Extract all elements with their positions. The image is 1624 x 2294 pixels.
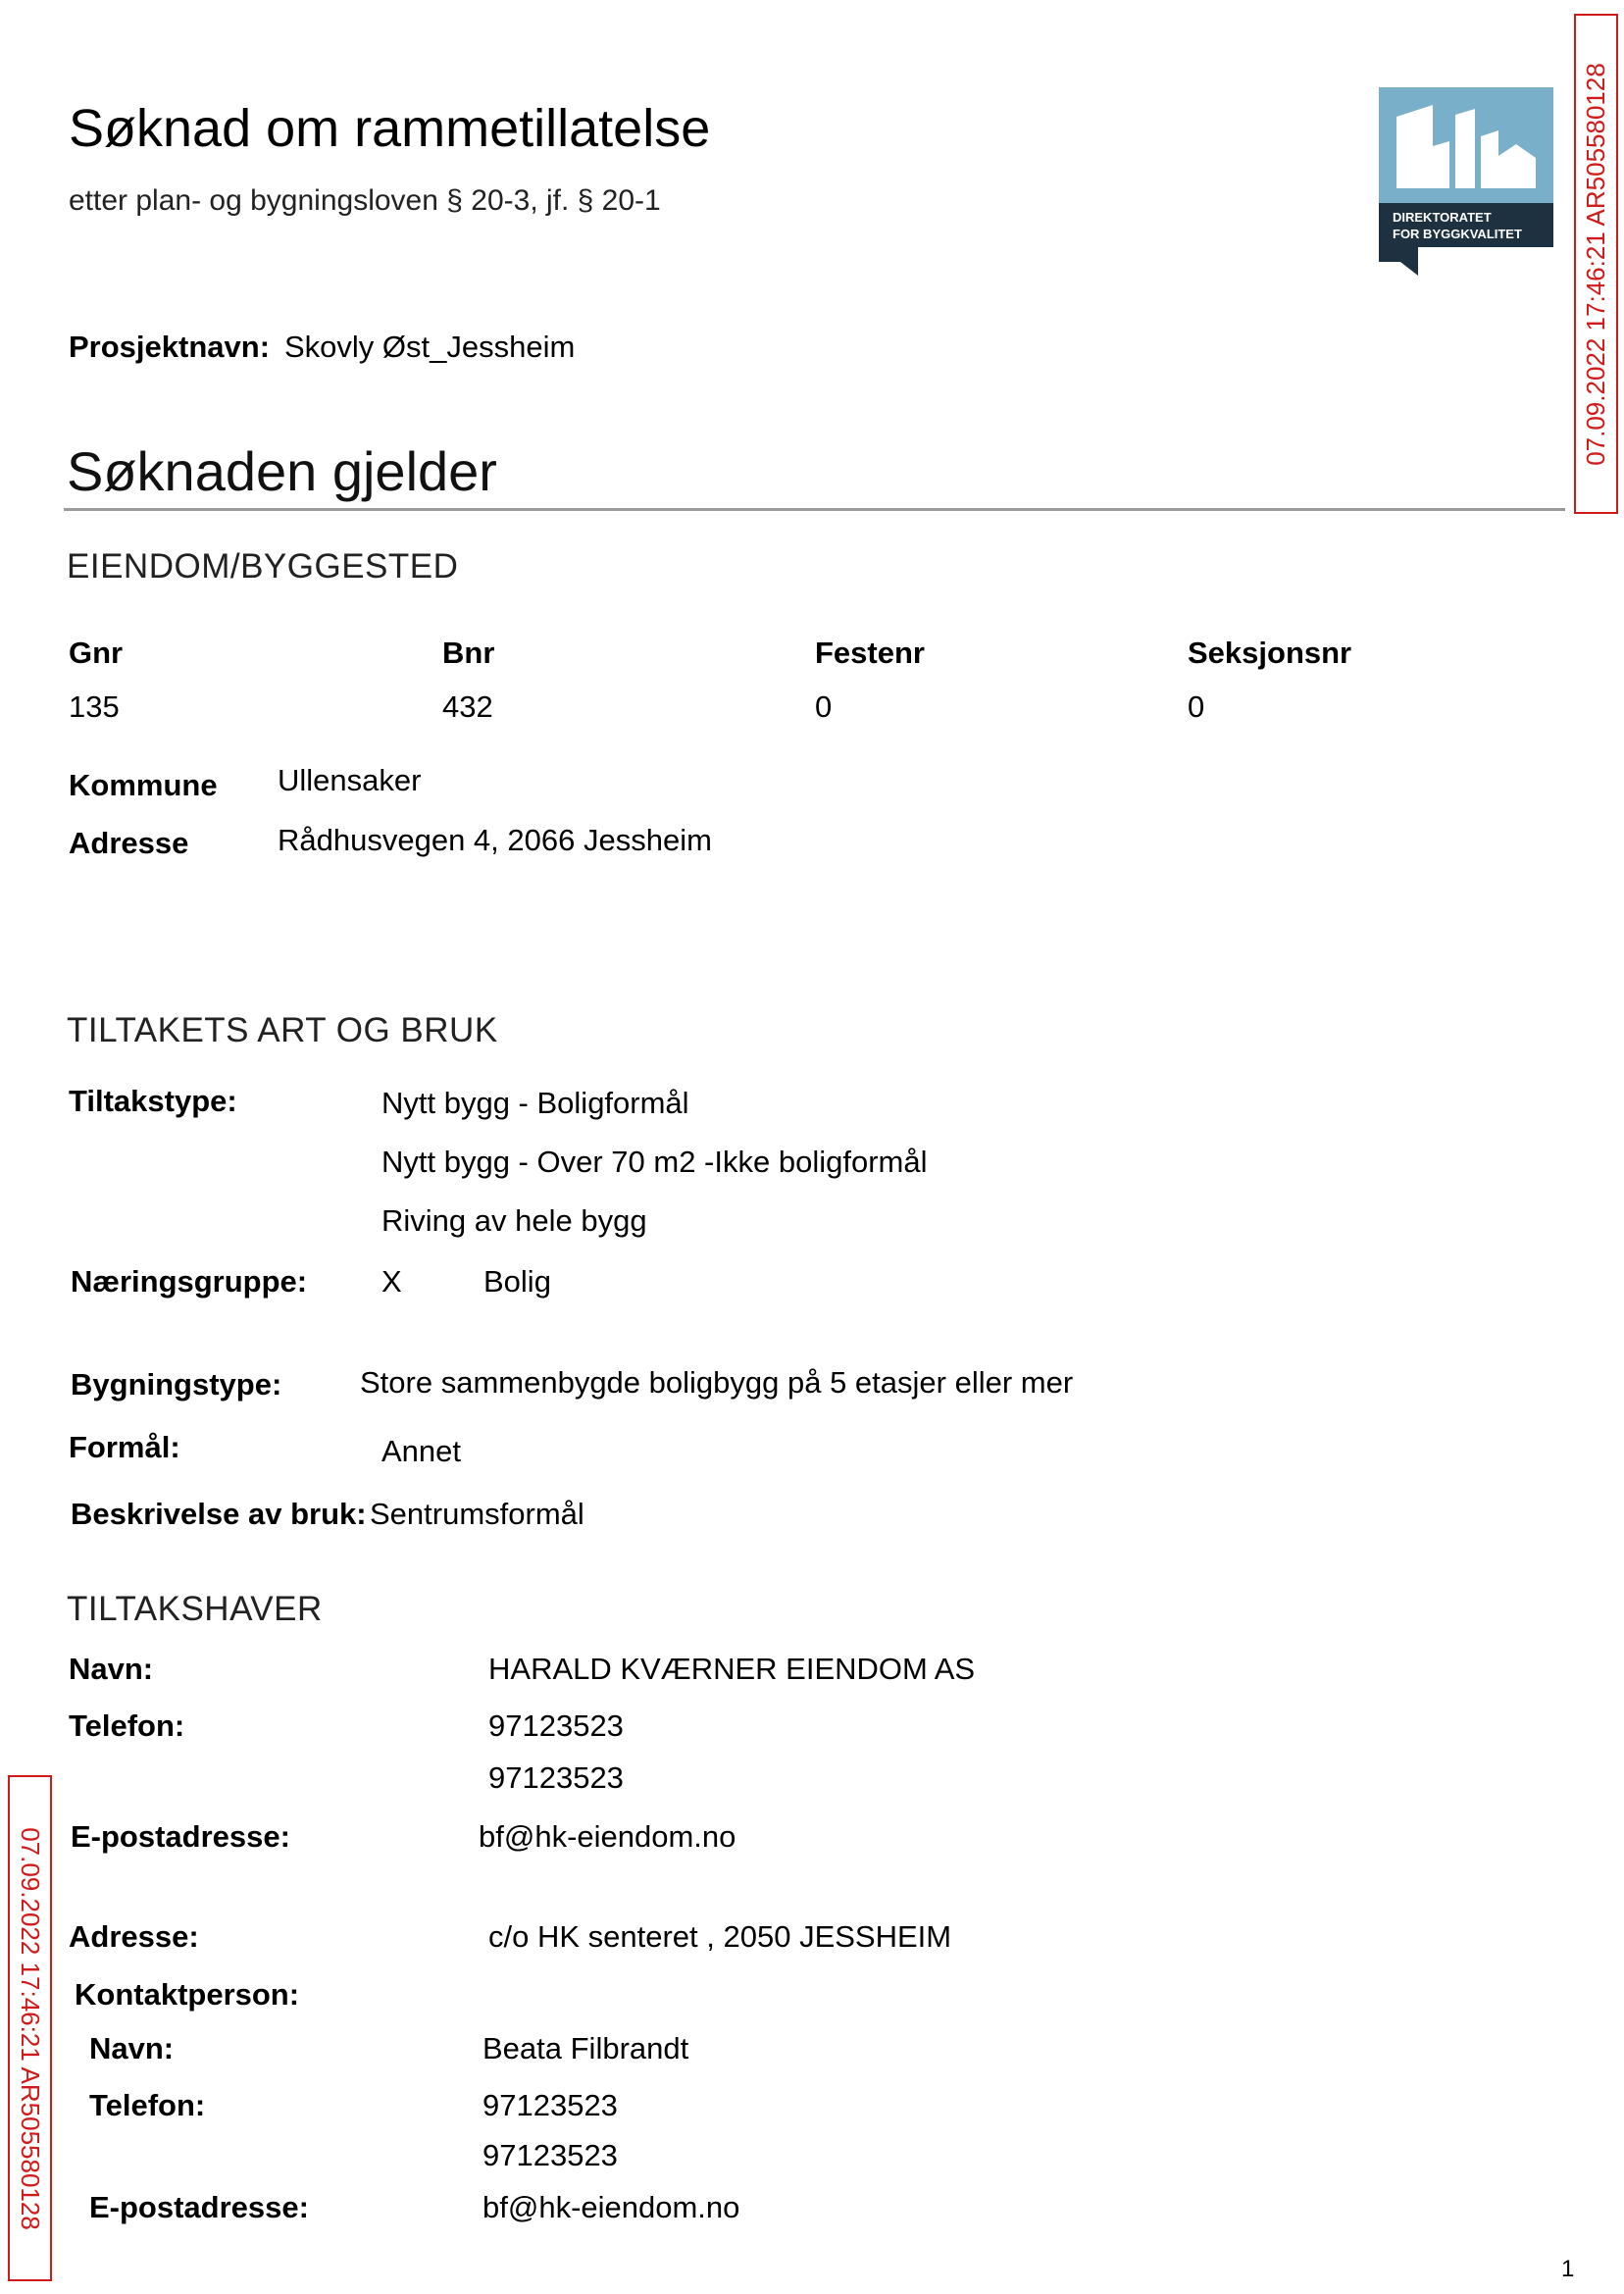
kontakt-telefon-2: 97123523 [482, 2138, 618, 2172]
tiltakshaver-epost-value: bf@hk-eiendom.no [479, 1819, 736, 1854]
seksjonsnr-header: Seksjonsnr [1188, 636, 1352, 670]
kommune-value: Ullensaker [278, 763, 422, 797]
receipt-stamp-right [1574, 14, 1618, 514]
bygningstype-label: Bygningstype: [71, 1367, 282, 1402]
section-title: Søknaden gjelder [67, 440, 497, 502]
tiltakstype-item-1: Nytt bygg - Boligformål [381, 1086, 689, 1120]
bnr-value: 432 [442, 689, 493, 724]
tiltakshaver-epost-label: E-postadresse: [71, 1819, 290, 1854]
tiltakstype-item-3: Riving av hele bygg [381, 1203, 647, 1238]
tiltakshaver-telefon-label: Telefon: [69, 1708, 185, 1743]
stamp-left-text: 07.09.2022 17:46:21 AR505580128 [16, 1826, 46, 2230]
project-label: Prosjektnavn: [69, 330, 271, 364]
kommune-label: Kommune [69, 768, 218, 802]
beskrivelse-label: Beskrivelse av bruk: [71, 1497, 367, 1531]
page-subtitle: etter plan- og bygningsloven § 20-3, jf. § 20-1 [69, 184, 661, 217]
festenr-header: Festenr [815, 636, 925, 670]
tiltakshaver-adresse-value: c/o HK senteret , 2050 JESSHEIM [488, 1919, 952, 1954]
kontakt-epost-label: E-postadresse: [89, 2190, 309, 2224]
naeringsgruppe-code: X [381, 1264, 402, 1299]
naeringsgruppe-value: Bolig [483, 1264, 551, 1299]
tiltakshaver-telefon-1: 97123523 [488, 1708, 624, 1743]
festenr-value: 0 [815, 689, 833, 724]
stamp-right-text: 07.09.2022 17:46:21 AR505580128 [1581, 62, 1611, 466]
section-divider [64, 508, 1565, 511]
adresse-label: Adresse [69, 826, 189, 860]
page-number: 1 [1561, 2256, 1575, 2282]
kontakt-navn-value: Beata Filbrandt [482, 2031, 689, 2065]
tiltakstype-label: Tiltakstype: [69, 1084, 237, 1118]
adresse-value: Rådhusvegen 4, 2066 Jessheim [278, 823, 712, 857]
kontaktperson-label: Kontaktperson: [75, 1977, 300, 2012]
tiltak-heading: TILTAKETS ART OG BRUK [67, 1011, 498, 1049]
tiltakshaver-navn-value: HARALD KVÆRNER EIENDOM AS [488, 1652, 976, 1686]
tiltakstype-item-2: Nytt bygg - Over 70 m2 -Ikke boligformål [381, 1145, 928, 1179]
formal-label: Formål: [69, 1430, 180, 1464]
kontakt-telefon-label: Telefon: [89, 2088, 206, 2122]
gnr-header: Gnr [69, 636, 124, 670]
property-heading: EIENDOM/BYGGESTED [67, 547, 459, 586]
page-title: Søknad om rammetillatelse [69, 99, 711, 158]
tiltakshaver-adresse-label: Adresse: [69, 1919, 199, 1954]
tiltakshaver-navn-label: Navn: [69, 1652, 154, 1686]
dibk-logo-icon [1379, 87, 1553, 276]
kontakt-epost-value: bf@hk-eiendom.no [482, 2190, 740, 2224]
kontakt-navn-label: Navn: [89, 2031, 175, 2065]
kontakt-telefon-1: 97123523 [482, 2088, 618, 2122]
bygningstype-value: Store sammenbygde boligbygg på 5 etasjer eller mer [360, 1365, 1074, 1400]
beskrivelse-value: Sentrumsformål [370, 1497, 584, 1531]
seksjonsnr-value: 0 [1188, 689, 1205, 724]
receipt-stamp-left [8, 1775, 52, 2281]
naeringsgruppe-label: Næringsgruppe: [71, 1264, 308, 1299]
project-name: Skovly Øst_Jessheim [284, 330, 576, 364]
formal-value: Annet [381, 1434, 462, 1468]
bnr-header: Bnr [442, 636, 495, 670]
tiltakshaver-telefon-2: 97123523 [488, 1760, 624, 1795]
dibk-logo [1379, 87, 1553, 276]
gnr-value: 135 [69, 689, 120, 724]
logo-text-2: FOR BYGGKVALITET [1393, 227, 1522, 241]
tiltakshaver-heading: TILTAKSHAVER [67, 1590, 323, 1628]
logo-text-1: DIREKTORATET [1393, 210, 1492, 225]
